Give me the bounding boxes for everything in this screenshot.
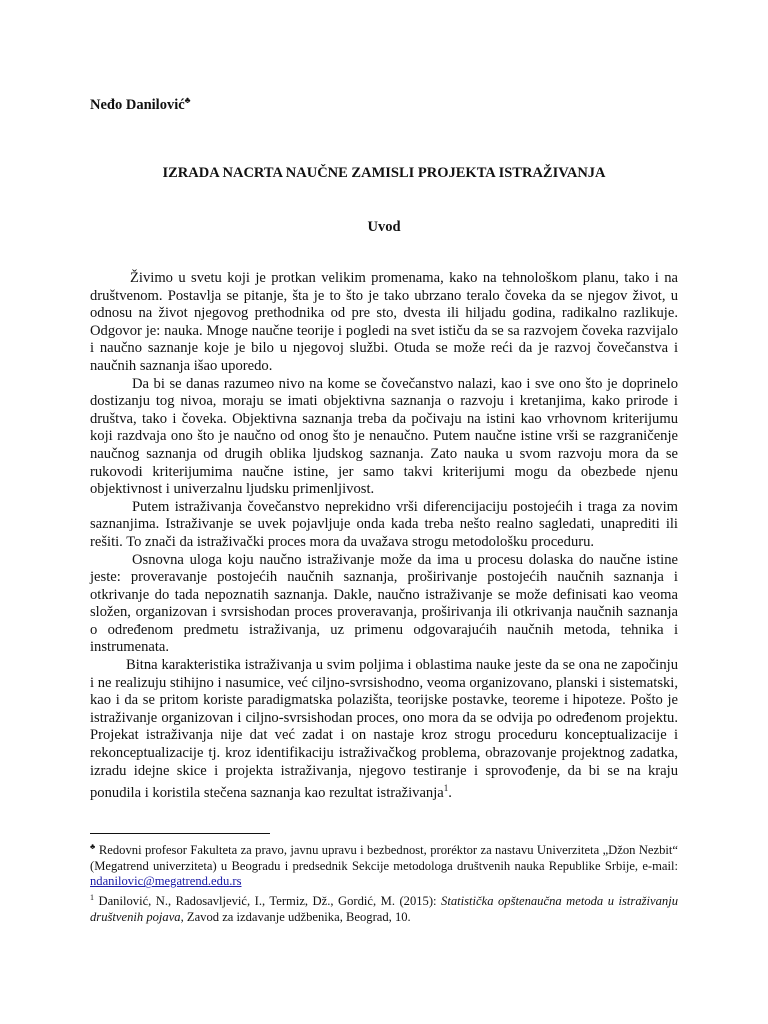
paragraph: Živimo u svetu koji je protkan velikim promenama, kako na tehnološkom planu, tako i na društvenom. Postavlja se pitanje, šta je to što je tako ubrzano teralo čoveka da se njegov život, u odnosu na život njegovog prethodnika od pre sto, dvesta ili hiljadu godina, radikalno razlikuje. Odgovor je: nauka. Mnoge naučne teorije i pogledi na svet ističu da se sa razvojem čoveka razvijalo i naučno saznanje koje je bilo u njegovoj službi. Otuda se može reći da je razvoj čovečanstva i naučnih saznanja išao uporedo. (90, 270, 678, 374)
author-name: Neđo Danilović♣ (90, 95, 191, 113)
paper-title: IZRADA NACRTA NAUČNE ZAMISLI PROJEKTA ISTRAŽIVANJA (162, 165, 606, 181)
author-footnote-mark[interactable]: ♣ (184, 95, 191, 105)
footnote-reference[interactable]: 1 (443, 783, 449, 794)
footnote-mark: ♣ (90, 842, 96, 851)
footnote-author: ♣ Redovni profesor Fakulteta za pravo, javnu upravu i bezbednost, proréktor za nastavu Univerziteta „Džon Nezbit“ (Megatrend univerziteta) u Beogradu i predsednik Sekcije metodologa društvenih nauka Republike Srbije, e-mail: ndanilovic@megatrend.edu.rs (90, 842, 678, 889)
email-link[interactable]: ndanilovic@megatrend.edu.rs (90, 874, 242, 889)
paragraph: Bitna karakteristika istraživanja u svim poljima i oblastima nauke jeste da se ona ne započinju i ne realizuju stihijno i nasumice, već ciljno-svrsishodno, veoma organizovano, planski i sistematski, kao i da se pritom koriste paradigmatska polazišta, teorijske postavke, teoreme i hipoteze. Pošto je istraživanje organizovan i ciljno-svrsishodan proces, ono mora da se odvija po određenom projektu. Projekat istraživanja nije dat već zadat i on nastaje kroz strogu proceduru konceptualizacije i rekonceptualizacije tj. kroz identifikaciju istraživačkog problema, obrazovanje projektnog zadatka, izradu idejne skice i projekta istraživanja, njegovo testiranje i sprovođenje, da bi se na kraju ponudila i koristila stečena saznanja kao rezultat istraživanja$^1$. (90, 657, 678, 802)
paragraph: Putem istraživanja čovečanstvo neprekidno vrši diferencijaciju postojećih i traga za novim saznanjima. Istraživanje se uvek pojavljuje onda kada treba nešto realno sagledati, unaprediti ili rešiti. To znači da istraživački proces mora da uvažava strogu metodološku proceduru. (90, 498, 678, 550)
paragraph: Osnovna uloga koju naučno istraživanje može da ima u procesu dolaska do naučne istine jeste: proveravanje postojećih naučnih saznanja, proširivanje postojećih naučnih saznanja i otkrivanje do tada nepoznatih saznanja. Dakle, naučno istraživanje se može definisati kao veoma složen, organizovan i svrsishodan proces proveravanja, proširivanja ili otkrivanja naučnih saznanja o određenom predmetu istraživanja, uz primenu odgovarajućih naučnih metoda, tehnika i instrumenata. (90, 551, 678, 656)
footnote-divider (90, 833, 270, 834)
paragraph: Da bi se danas razumeo nivo na kome se čovečanstvo nalazi, kao i sve ono što je doprinelo dostizanju tog nivoa, moraju se imati objektivna saznanja o razvoju i kretanjima, kako prirode i društva, tako i čoveka. Objektivna saznanja treba da počivaju na istini kao vrhovnom kriterijumu koji razdvaja ono što je naučno od onog što je nenaučno. Putem naučne istine vrši se razgraničenje naučnog saznanja od drugih oblika ljudskog saznanja. Zato nauka u svom razvoju mora da se rukovodi kriterijumima naučne istine, jer samo takvi kriterijumi mogu da obezbede njenu objektivnost i univerzalnu ljudsku primenljivost. (90, 375, 678, 498)
footnote-number: 1 (90, 892, 94, 902)
section-heading: Uvod (367, 219, 401, 235)
footnote-reference-entry: $^1$ Danilović, N., Radosavljević, I., Termiz, Dž., Gordić, M. (2015): Statistička opštenaučna metoda u istraživanju društvenih pojava, Zavod za izdavanje udžbenika, Beograd, 10. (90, 892, 678, 924)
footnotes (90, 839, 678, 925)
reference-title: Statistička opštenaučna metoda u istraživanju društvenih pojava, (90, 894, 678, 924)
body-text (90, 270, 678, 803)
